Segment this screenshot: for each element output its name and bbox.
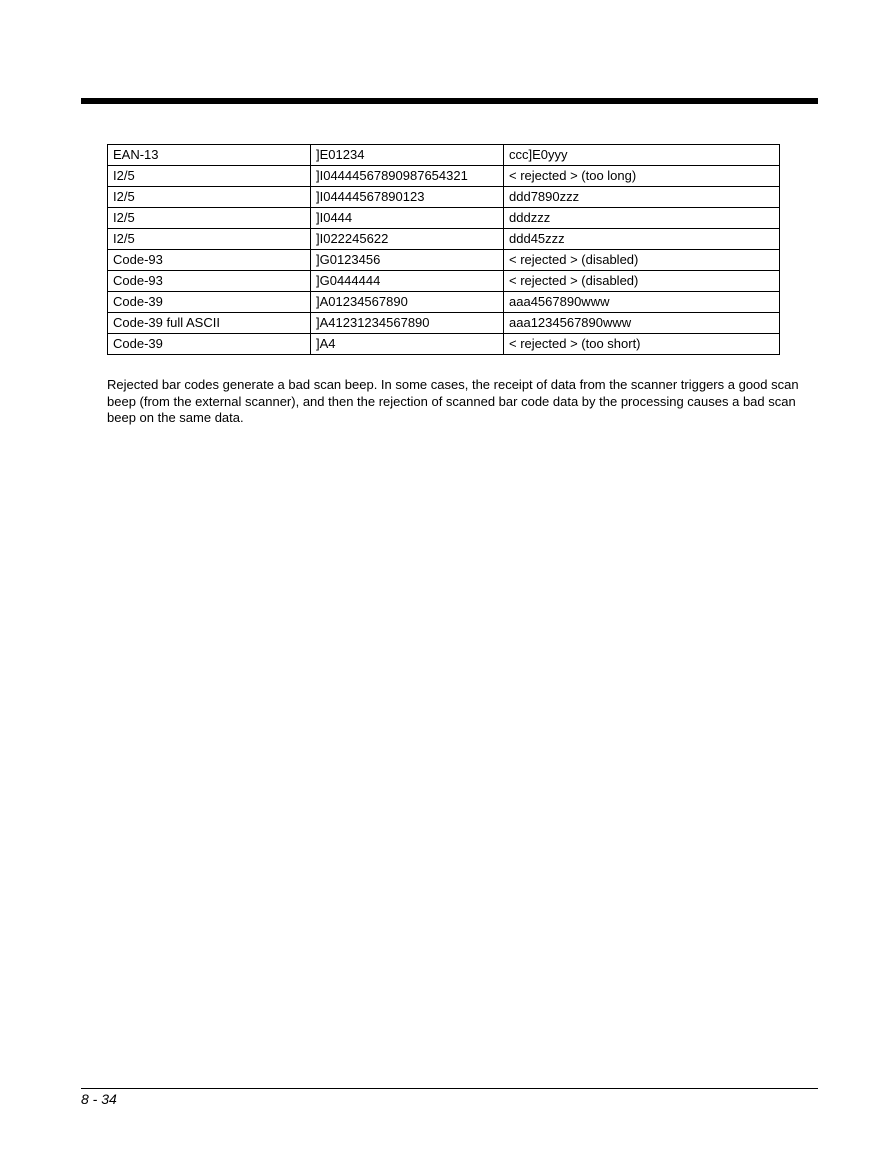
- table-row: [108, 229, 780, 250]
- table-cell: Code-39 full ASCII: [108, 313, 311, 334]
- table-cell: ]A01234567890: [311, 292, 504, 313]
- symbology-table: [107, 144, 780, 355]
- table-cell: I2/5: [108, 229, 311, 250]
- table-cell: I2/5: [108, 166, 311, 187]
- table-row: [108, 166, 780, 187]
- table-row: [108, 313, 780, 334]
- table-row: [108, 187, 780, 208]
- table-row: [108, 292, 780, 313]
- table-cell: ]I04444567890123: [311, 187, 504, 208]
- table-cell: Code-93: [108, 271, 311, 292]
- table-cell: < rejected > (too short): [504, 334, 780, 355]
- table-row: [108, 250, 780, 271]
- table-cell: ]G0444444: [311, 271, 504, 292]
- table-cell: Code-39: [108, 292, 311, 313]
- table-cell: ]E01234: [311, 145, 504, 166]
- body-paragraph: Rejected bar codes generate a bad scan beep. In some cases, the receipt of data from the scanner triggers a good scan beep (from the external scanner), and then the rejection of scanned bar code data by the processing causes a bad scan beep on the same data.: [107, 377, 799, 425]
- table-cell: ]A41231234567890: [311, 313, 504, 334]
- table-cell: ddd45zzz: [504, 229, 780, 250]
- table-cell: Code-93: [108, 250, 311, 271]
- table-cell: ]I022245622: [311, 229, 504, 250]
- footer-rule: [81, 1088, 818, 1089]
- table-row: [108, 271, 780, 292]
- table-cell: ccc]E0yyy: [504, 145, 780, 166]
- table-cell: aaa4567890www: [504, 292, 780, 313]
- table-cell: EAN-13: [108, 145, 311, 166]
- table-cell: I2/5: [108, 187, 311, 208]
- table-cell: aaa1234567890www: [504, 313, 780, 334]
- table-cell: ]I04444567890987654321: [311, 166, 504, 187]
- table-cell: < rejected > (disabled): [504, 271, 780, 292]
- table-row: [108, 334, 780, 355]
- table-cell: I2/5: [108, 208, 311, 229]
- table-cell: ]I0444: [311, 208, 504, 229]
- table-row: [108, 145, 780, 166]
- table-row: [108, 208, 780, 229]
- table-cell: ]A4: [311, 334, 504, 355]
- page-number: 8 - 34: [81, 1091, 117, 1107]
- table-cell: ddd7890zzz: [504, 187, 780, 208]
- table-cell: ]G0123456: [311, 250, 504, 271]
- table-cell: Code-39: [108, 334, 311, 355]
- table-cell: < rejected > (too long): [504, 166, 780, 187]
- table-cell: < rejected > (disabled): [504, 250, 780, 271]
- header-rule: [81, 98, 818, 104]
- table-cell: dddzzz: [504, 208, 780, 229]
